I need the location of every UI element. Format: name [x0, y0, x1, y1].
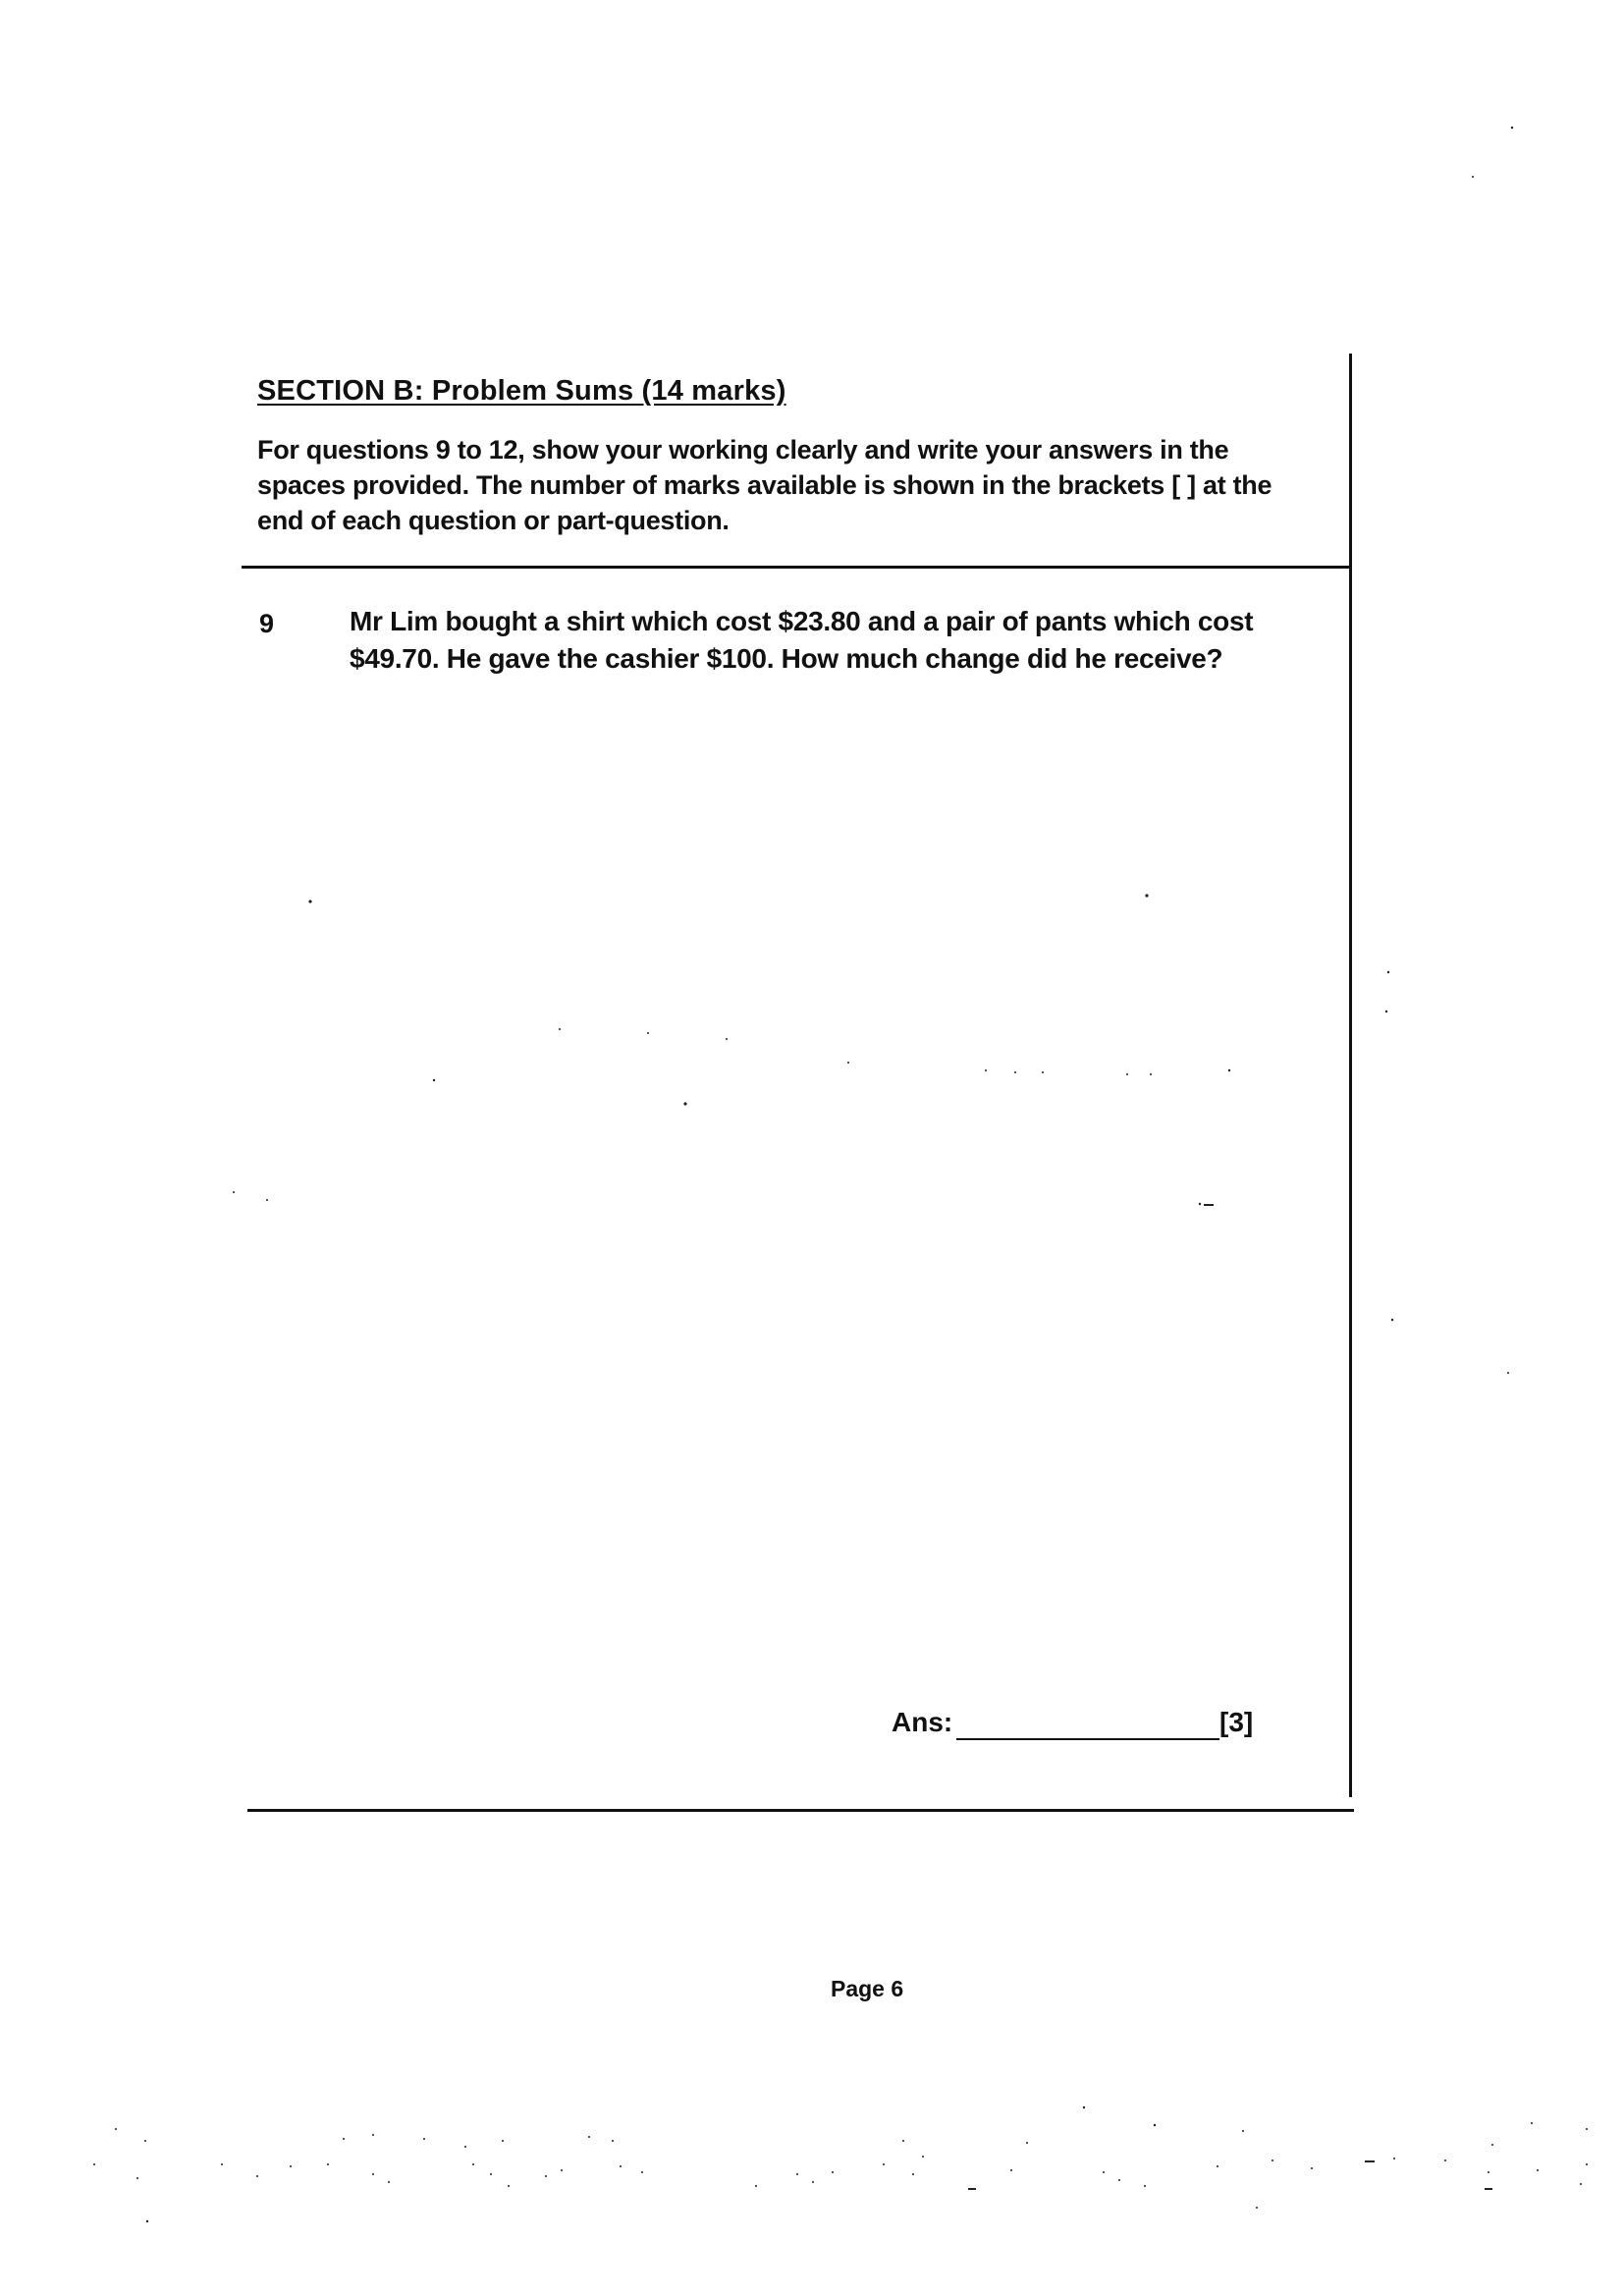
- page-number: Page 6: [831, 1976, 904, 2001]
- answer-line[interactable]: [956, 1738, 1219, 1740]
- section-instructions: For questions 9 to 12, show your working clearly and write your answers in the spaces provided. The number of marks available is shown in the brackets [ ] at the end of each question or part-question.: [257, 435, 1272, 535]
- answer-label: Ans:: [892, 1707, 953, 1737]
- frame-right-border: [1349, 354, 1352, 1797]
- question-number: 9: [259, 609, 275, 638]
- section-heading: SECTION B: Problem Sums (14 marks): [257, 375, 786, 407]
- answer-row: [892, 1707, 1351, 1746]
- marks-indicator: [3]: [1219, 1707, 1254, 1737]
- question-text: Mr Lim bought a shirt which cost $23.80 and a pair of pants which cost $49.70. He gave the cashier $100. How much change did he receive?: [350, 606, 1254, 674]
- question-bottom-rule: [247, 1809, 1354, 1812]
- section-divider: [242, 566, 1352, 569]
